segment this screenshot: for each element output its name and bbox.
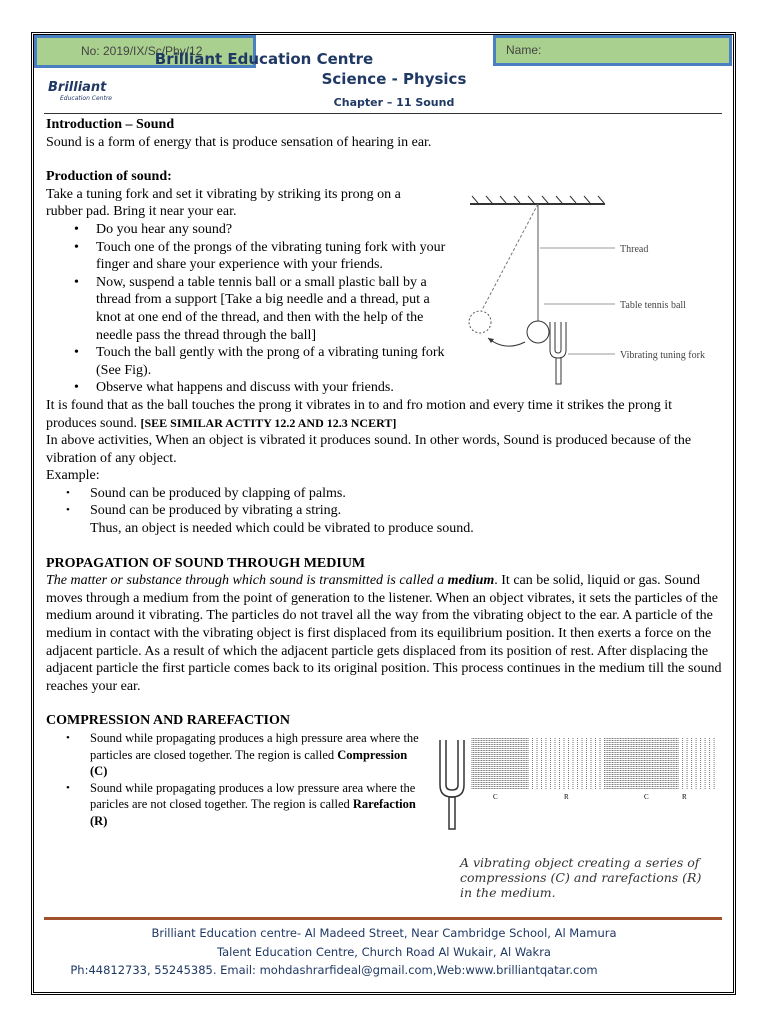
propagation-definition-end: . It can be solid, liquid or gas. — [494, 573, 661, 589]
doc-number: No: 2019/IX/Sc/Phy/12 — [81, 44, 203, 58]
medium-term: medium — [447, 573, 495, 589]
propagation-text — [46, 572, 722, 695]
propagation-heading: PROPAGATION OF SOUND THROUGH MEDIUM — [46, 555, 366, 571]
footer-rule — [44, 917, 722, 920]
particle-lines — [472, 738, 714, 790]
example-label: Example: — [46, 468, 100, 484]
propagation-definition: The matter or substance through which sound is transmitted is called a — [46, 573, 448, 589]
conclusion-text: Thus, an object is needed which could be vibrated to produce sound. — [90, 521, 474, 537]
org-title: Brilliant Education Centre — [154, 50, 374, 68]
name-label: Name: — [506, 43, 542, 57]
footer-contact: Ph:44812733, 55245385. Email: mohdashrarfideal@gmail.com,Web:www.brilliantqatar.com — [70, 963, 598, 977]
logo-text: Brilliant — [48, 80, 107, 95]
list-item: • Observe what happens and discuss with your friends. — [46, 379, 446, 397]
label-c: C — [644, 793, 649, 801]
footer-address-2: Talent Education Centre, Church Road Al Wukair, Al Wakra — [217, 945, 551, 959]
list-item: • Sound can be produced by clapping of palms. — [46, 485, 722, 503]
ball-label: Table tennis ball — [620, 300, 686, 311]
fork-label: Vibrating tuning fork — [620, 350, 705, 361]
example-list — [46, 485, 722, 520]
production-para-2: In above activities, When an object is vibrated it produces sound. In other words, Sound is produced because of the vibration of any object. — [46, 433, 692, 466]
header-rule — [44, 113, 722, 114]
production-para: It is found that as the ball touches the prong it vibrates in to and fro motion and every time it strikes the prong it produces sound. — [46, 397, 672, 431]
intro-text: Sound is a form of energy that is produce sensation of hearing in ear. — [46, 134, 432, 150]
production-heading: Production of sound: — [46, 169, 172, 185]
list-item: • Touch the ball gently with the prong of a vibrating tuning fork (See Fig). — [46, 344, 446, 379]
list-item — [46, 780, 426, 830]
label-c: C — [493, 793, 498, 801]
list-item: • Now, suspend a table tennis ball or a small plastic ball by a thread from a support [Take a big needle and a thread, put a knot at one end of the thread, and then with the help of the needle pass the thread through the ball] — [46, 274, 446, 344]
compression-rarefaction-figure — [430, 735, 720, 835]
logo — [48, 80, 112, 102]
rarefaction-term: Rarefaction (R) — [90, 797, 416, 828]
footer-address-1: Brilliant Education centre- Al Madeed Street, Near Cambridge School, Al Mamura — [151, 926, 617, 940]
chapter-title: Chapter – 11 Sound — [333, 96, 455, 109]
subject-title: Science - Physics — [321, 70, 467, 88]
label-r: R — [564, 793, 569, 801]
list-item: • Do you hear any sound? — [46, 221, 446, 239]
list-item: • Touch one of the prongs of the vibrating tuning fork with your finger and share your experience with your friends. — [46, 239, 446, 274]
production-text: Take a tuning fork and set it vibrating by striking its prong on a rubber pad. Bring it near your ear. — [46, 186, 401, 220]
list-item — [46, 730, 426, 780]
figure-caption: A vibrating object creating a series of compressions (C) and rarefactions (R) in the medium. — [460, 855, 702, 900]
propagation-body: Sound moves through a medium from the point of generation to the listener. When an object vibrates, it sets the particles of the medium around it vibrating. The particles do not travel all the way from the vibrating object to the ear. A particle of the medium in contact with the vibrating object is first displaced from its equilibrium position. It then exerts a force on the adjacent particle. As a result of which the adjacent particle gets displaced from its position of rest. After displacing the adjacent particle the first particle comes back to its original position. This process continues in the medium till the sound reaches your ear. — [46, 573, 722, 694]
compression-text: Sound while propagating produces a high pressure area where the particles are closed together. The region is called — [90, 731, 419, 762]
thread-label: Thread — [620, 244, 649, 255]
intro-heading: Introduction – Sound — [46, 117, 175, 132]
ncert-reference: [SEE SIMILAR ACTITY 12.2 AND 12.3 NCERT] — [140, 415, 397, 430]
compression-list — [46, 730, 426, 829]
compression-term: Compression (C) — [90, 747, 408, 778]
logo-subtext: Education Centre — [60, 95, 112, 102]
list-item: • Sound can be produced by vibrating a string. — [46, 502, 722, 520]
rarefaction-text: Sound while propagating produces a low pressure area where the paricles are not closed together. The region is called — [90, 780, 416, 811]
label-r: R — [682, 793, 687, 801]
compression-heading: COMPRESSION AND RAREFACTION — [46, 713, 290, 729]
production-list — [46, 221, 446, 397]
tuning-fork-ball-figure — [460, 192, 740, 392]
